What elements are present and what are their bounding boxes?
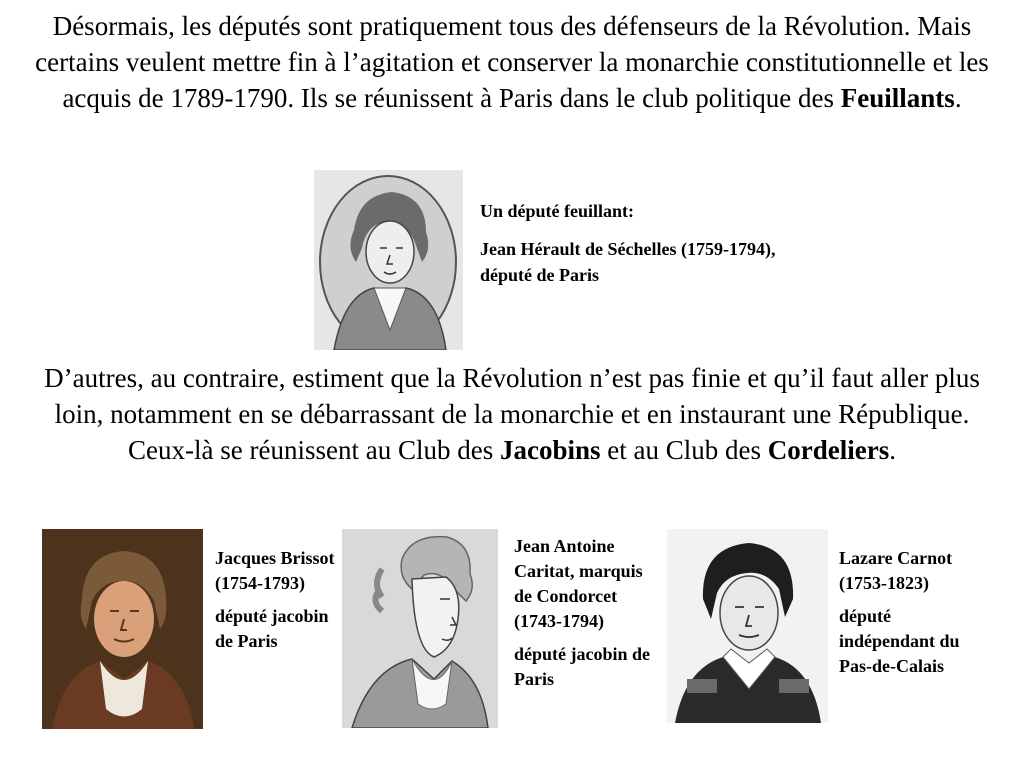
condorcet-portrait [342, 529, 498, 728]
second-text-middle: et au Club des [600, 435, 768, 465]
condorcet-caption [514, 534, 664, 700]
second-text-before: D’autres, au contraire, estiment que la Révolution n’est pas finie et qu’il faut aller plus loin, notamment en se débarrassant de la monarchie et en instaurant une République. Ceux-là se réunissent au Club des [44, 363, 980, 465]
brissot-name: Jacques Brissot (1754-1793) [215, 548, 335, 593]
carnot-caption [839, 546, 989, 687]
carnot-name: Lazare Carnot (1753-1823) [839, 548, 953, 593]
condorcet-role: député jacobin de Paris [514, 644, 651, 689]
brissot-role: député jacobin de Paris [215, 606, 329, 651]
condorcet-name: Jean Antoine Caritat, marquis de Condorcet (1743-1794) [514, 536, 643, 631]
herault-caption [480, 198, 810, 300]
cordeliers-term: Cordeliers [767, 435, 890, 465]
second-text-after: . [889, 435, 896, 465]
intro-text-before: Désormais, les députés sont pratiquement tous des défenseurs de la Révolution. Mais certains veulent mettre fin à l’agitation et conserver la monarchie constitutionnelle et les acquis de 1789-1790. Ils se réunissent à Paris dans le club politique des [35, 11, 989, 113]
brissot-caption [215, 546, 340, 662]
feuillants-term: Feuillants [840, 83, 955, 113]
jacobins-term: Jacobins [499, 435, 601, 465]
herault-description: Jean Hérault de Séchelles (1759-1794), député de Paris [480, 239, 776, 285]
intro-text-after: . [954, 83, 962, 113]
herault-portrait [314, 170, 463, 350]
brissot-portrait [42, 529, 203, 729]
carnot-role: député indépendant du Pas-de-Calais [839, 606, 960, 676]
herault-heading: Un député feuillant: [480, 201, 635, 221]
intro-paragraph [20, 8, 1004, 116]
carnot-portrait [667, 529, 828, 723]
second-paragraph [20, 360, 1004, 468]
